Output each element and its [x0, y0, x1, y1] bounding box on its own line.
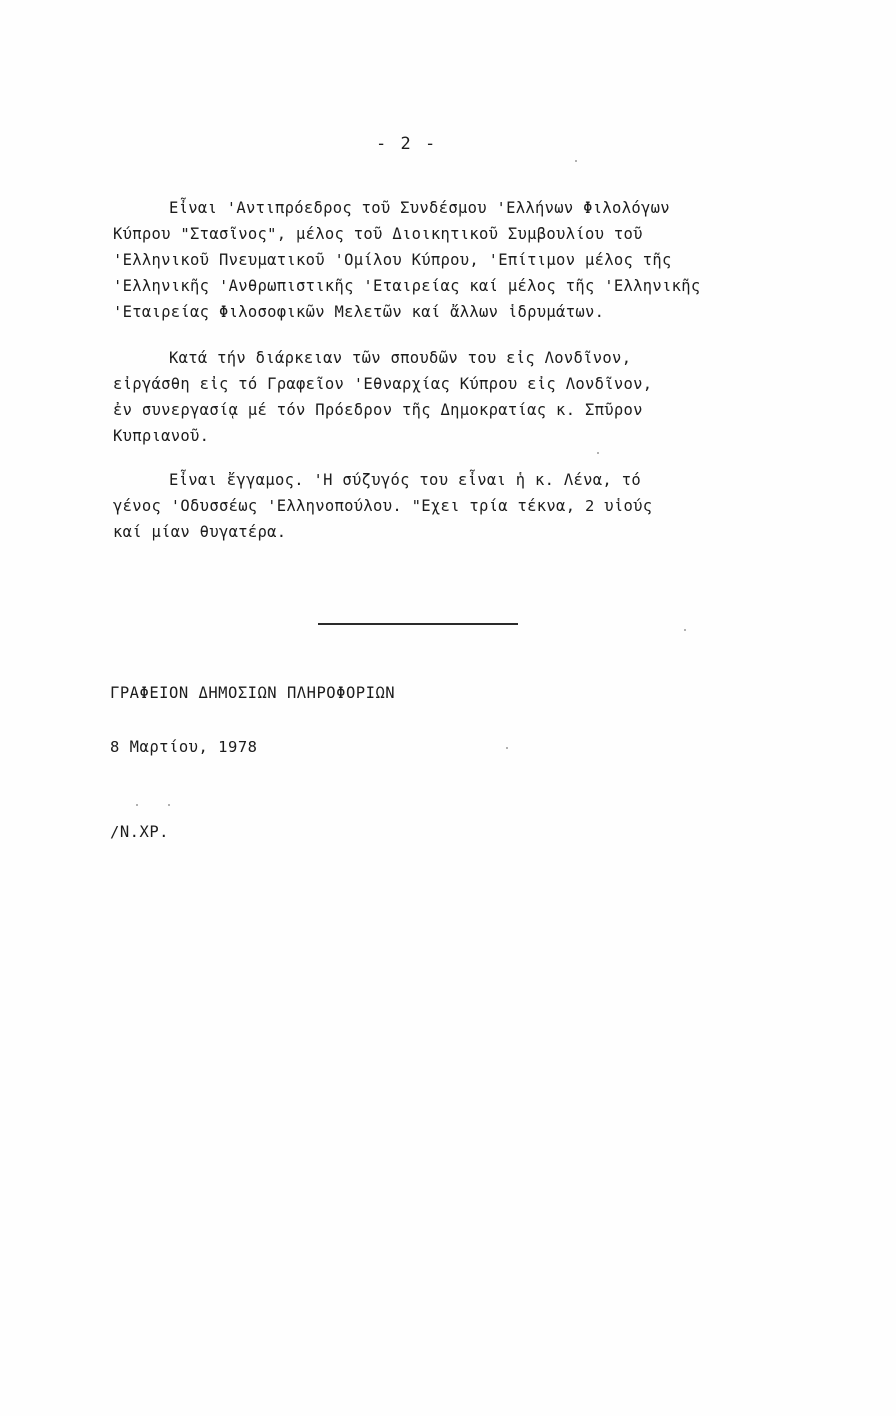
text-line: Εἶναι 'Αντιπρόεδρος τοῦ Συνδέσμου 'Ελλήνων Φιλολόγων	[169, 199, 670, 217]
text-line: εἰργάσθη εἰς τό Γραφεῖον 'Εθναρχίας Κύπρου εἰς Λονδῖνον,	[113, 375, 653, 393]
text-line: Κυπριανοῦ.	[113, 427, 210, 445]
text-line: καί μίαν θυγατέρα.	[113, 523, 287, 541]
scan-speck	[168, 804, 170, 806]
text-line: ἐν συνεργασίᾳ μέ τόν Πρόεδρον τῆς Δημοκρατίας κ. Σπῦρον	[113, 401, 643, 419]
text-line: 'Εταιρείας Φιλοσοφικῶν Μελετῶν καί ἄλλων ἱδρυμάτων.	[113, 303, 605, 321]
scan-speck	[136, 804, 138, 806]
text-line: Εἶναι ἔγγαμος. 'Η σύζυγός του εἶναι ἡ κ. Λένα, τό	[169, 471, 641, 489]
paragraph-family	[113, 467, 773, 545]
text-line: 'Ελληνικῆς 'Ανθρωπιστικῆς 'Εταιρείας καί μέλος τῆς 'Ελληνικῆς	[113, 277, 701, 295]
text-line: Κατά τήν διάρκειαν τῶν σπουδῶν του εἰς Λονδῖνον,	[169, 349, 632, 367]
paragraph-london-work	[113, 345, 773, 449]
section-divider	[318, 623, 518, 625]
text-line: 'Ελληνικοῦ Πνευματικοῦ 'Ομίλου Κύπρου, 'Επίτιμον μέλος τῆς	[113, 251, 672, 269]
issuing-office: ΓΡΑΦΕΙΟΝ ΔΗΜΟΣΙΩΝ ΠΛΗΡΟΦΟΡΙΩΝ	[110, 684, 396, 702]
scan-speck	[597, 452, 599, 454]
text-line: γένος 'Οδυσσέως 'Ελληνοπούλου. "Εχει τρία τέκνα, 2 υἱούς	[113, 497, 653, 515]
page-number: - 2 -	[376, 134, 438, 154]
paragraph-affiliations	[113, 195, 773, 325]
scan-speck	[575, 160, 577, 162]
scan-speck	[506, 747, 508, 749]
scan-speck	[684, 629, 686, 631]
document-date: 8 Μαρτίου, 1978	[110, 738, 258, 756]
text-line: Κύπρου "Στασῖνος", μέλος τοῦ Διοικητικοῦ Συμβουλίου τοῦ	[113, 225, 643, 243]
typist-initials: /Ν.ΧΡ.	[110, 823, 169, 841]
